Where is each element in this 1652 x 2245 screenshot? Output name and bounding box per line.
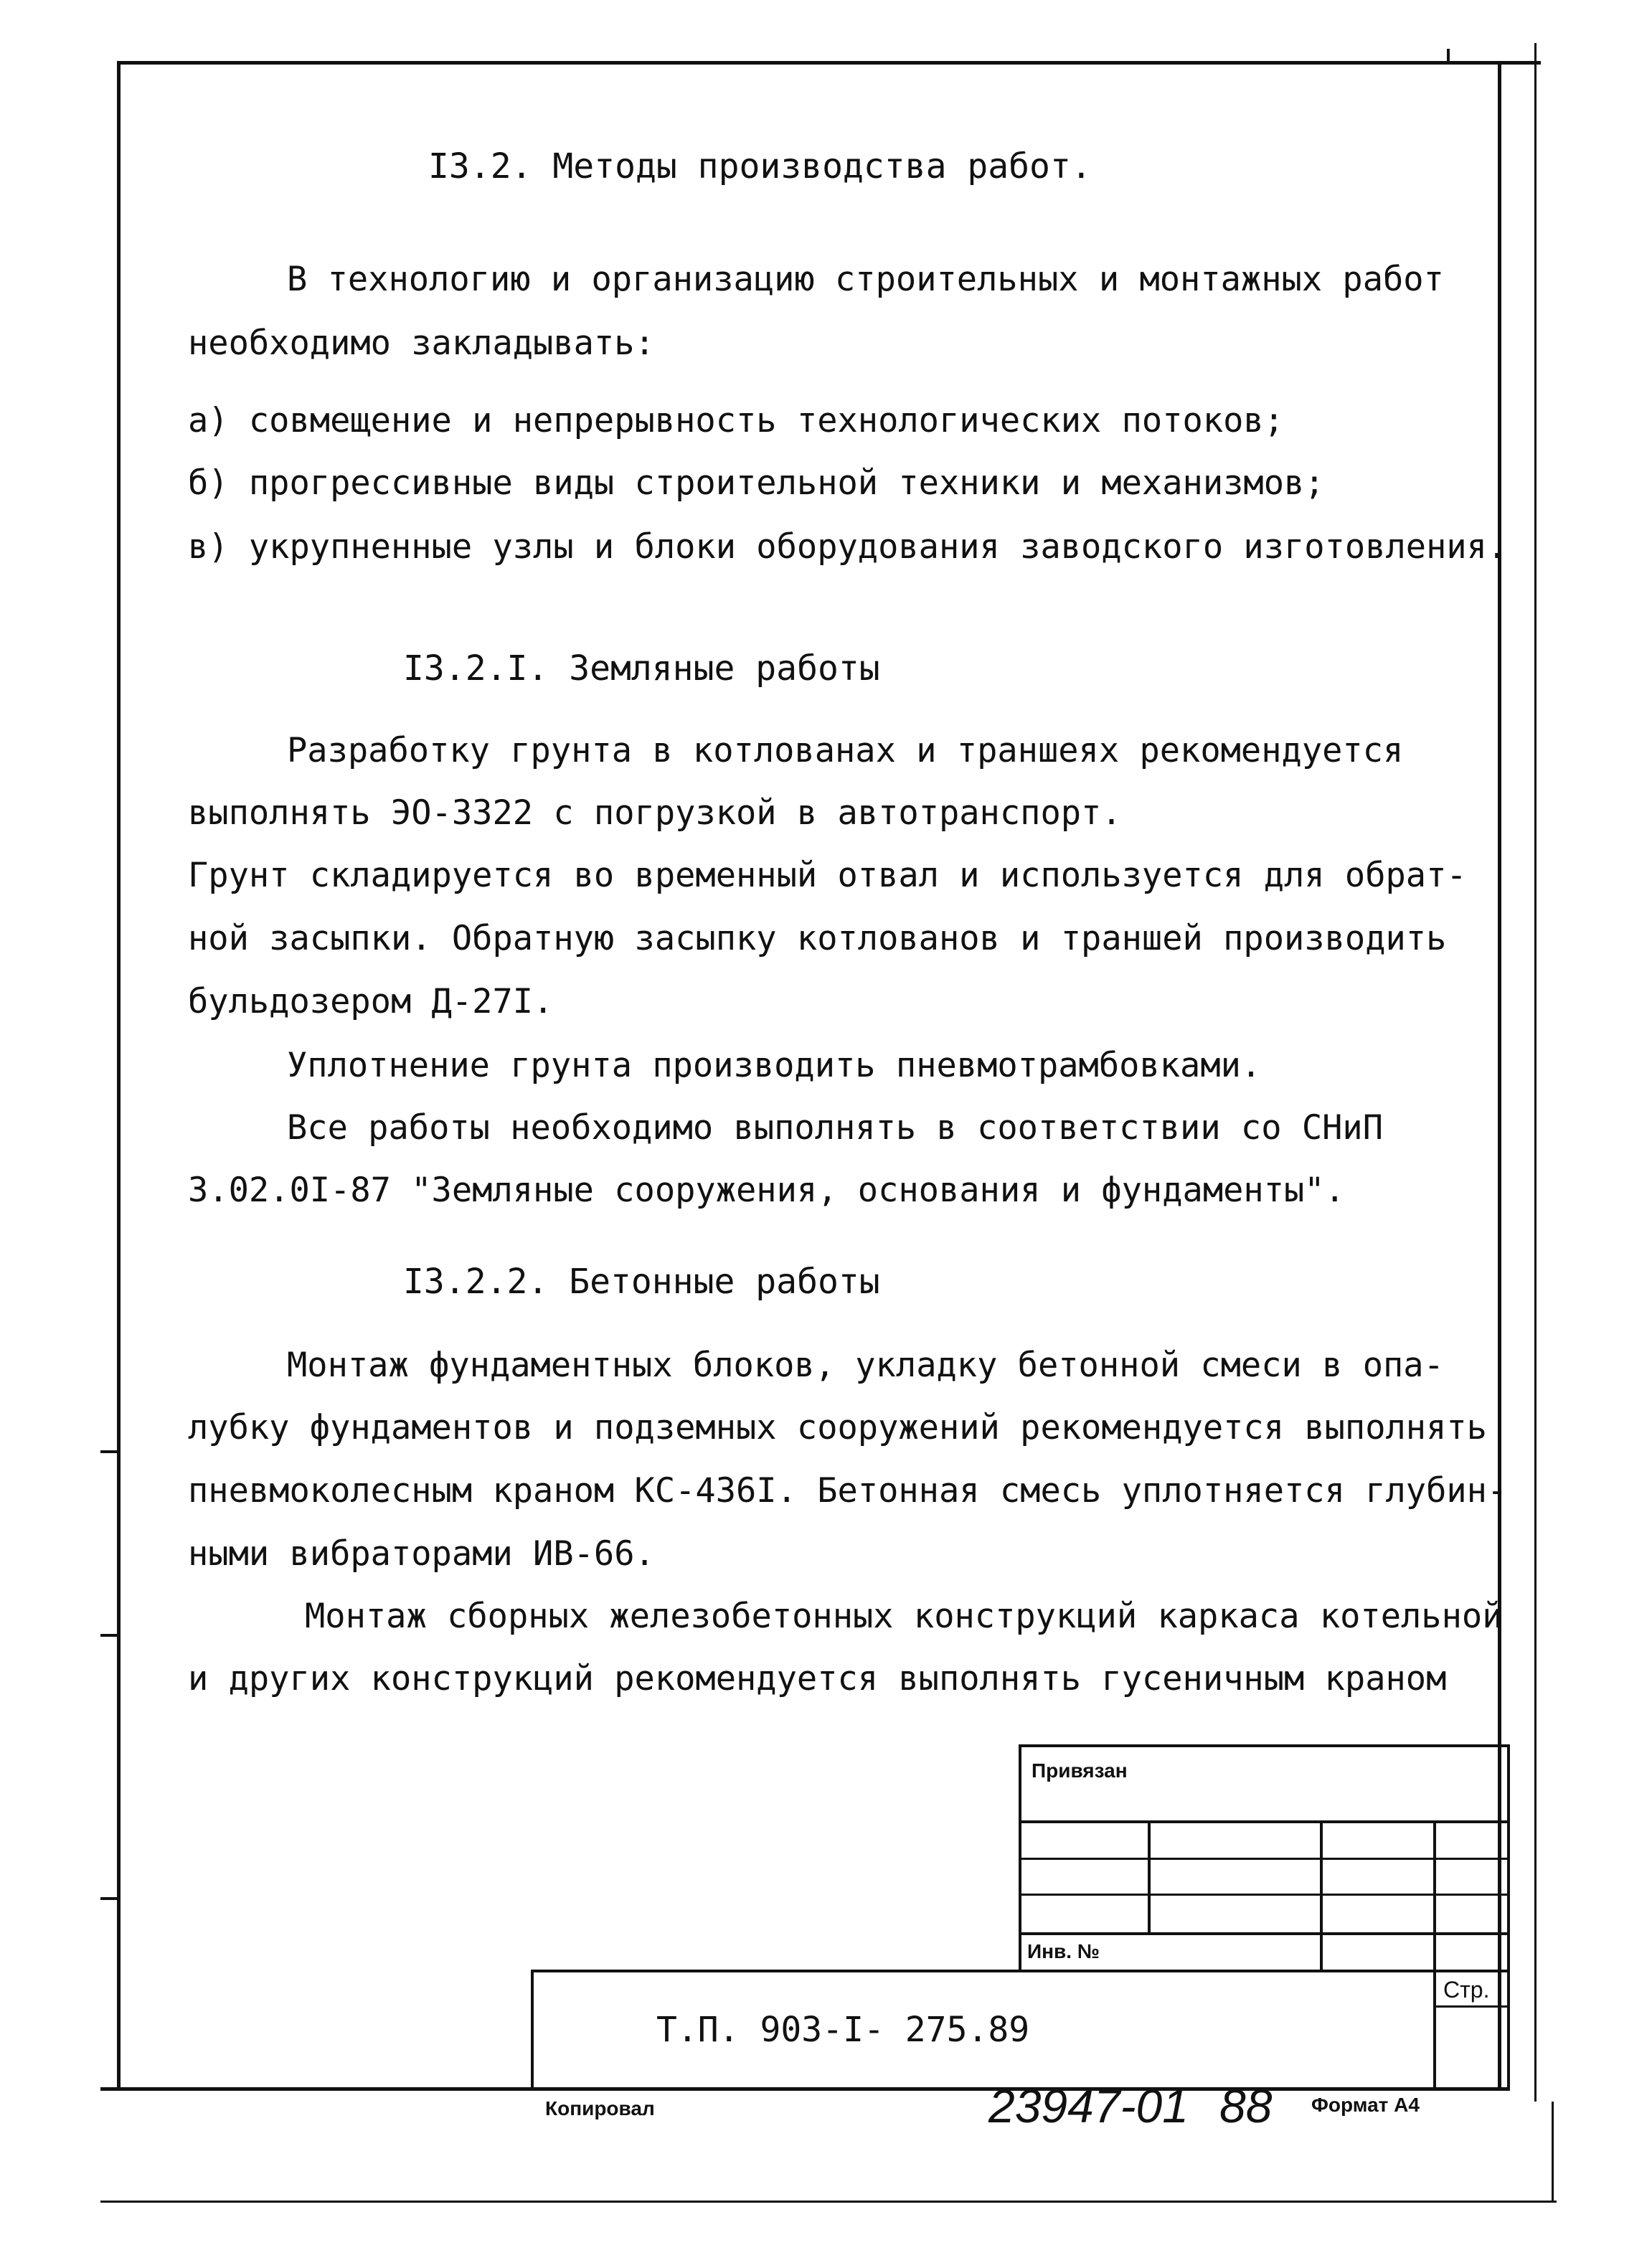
stamp-line bbox=[1019, 1932, 1510, 1935]
copied-label: Копировал bbox=[545, 2097, 655, 2119]
frame-right-outer-line bbox=[1534, 43, 1537, 2102]
frame-top-tick bbox=[1447, 49, 1450, 65]
sheet-edge-right bbox=[1552, 2102, 1554, 2202]
earthworks-line: выполнять ЭО-3322 с погрузкой в автотранспорт. bbox=[188, 793, 1122, 833]
frame-right-border bbox=[1498, 63, 1501, 2090]
concrete-line: лубку фундаментов и подземных сооружений рекомендуется выполнять bbox=[188, 1408, 1487, 1447]
list-item-c: в) укрупненные узлы и блоки оборудования заводского изготовления. bbox=[188, 527, 1508, 567]
frame-top-border bbox=[117, 61, 1541, 65]
frame-left-border bbox=[117, 61, 121, 2091]
list-item-b: б) прогрессивные виды строительной техники и механизмов; bbox=[188, 463, 1325, 503]
concrete-line: и других конструкций рекомендуется выполнять гусеничным краном bbox=[188, 1659, 1447, 1698]
stamp-line bbox=[1019, 1858, 1510, 1860]
earthworks-line: бульдозером Д-27I. bbox=[188, 982, 554, 1021]
stamp-line bbox=[1019, 1744, 1510, 1747]
earthworks-line: 3.02.0I-87 "Земляные сооружения, основания и фундаменты". bbox=[188, 1171, 1345, 1210]
concrete-line: ными вибраторами ИВ-66. bbox=[188, 1534, 655, 1574]
frame-bottom-border bbox=[100, 2087, 1510, 2091]
format-label: Формат А4 bbox=[1311, 2094, 1420, 2116]
stamp-line bbox=[1019, 1820, 1510, 1823]
intro-line-2: необходимо закладывать: bbox=[188, 323, 655, 363]
sheet-edge-bottom bbox=[100, 2201, 1557, 2203]
section-heading: I3.2. Методы производства работ. bbox=[428, 146, 1092, 186]
intro-line-1: В технологию и организацию строительных и монтажных работ bbox=[287, 260, 1444, 299]
concrete-line: Монтаж фундаментных блоков, укладку бетонной смеси в опа- bbox=[287, 1346, 1444, 1385]
stamp-line bbox=[1019, 1894, 1510, 1896]
concrete-heading: I3.2.2. Бетонные работы bbox=[403, 1262, 880, 1302]
concrete-line: пневмоколесным краном КС-436I. Бетонная смесь уплотняется глубин- bbox=[188, 1471, 1508, 1511]
margin-tick bbox=[100, 1897, 121, 1900]
earthworks-line: Все работы необходимо выполнять в соответствии со СНиП bbox=[287, 1108, 1384, 1148]
earthworks-line: ной засыпки. Обратную засыпку котлованов и траншей производить bbox=[188, 919, 1447, 958]
inv-no-label: Инв. № bbox=[1027, 1940, 1100, 1962]
earthworks-line: Уплотнение грунта производить пневмотрамбовками. bbox=[287, 1046, 1262, 1085]
stamp-line bbox=[531, 1970, 1510, 1972]
page-label: Стр. bbox=[1443, 1977, 1490, 2003]
stamp-line bbox=[531, 1970, 534, 2090]
earthworks-line: Грунт складируется во временный отвал и используется для обрат- bbox=[188, 856, 1467, 895]
handwritten-number: 23947-01 bbox=[988, 2079, 1189, 2132]
document-code: Т.П. 903-I- 275.89 bbox=[656, 2010, 1030, 2050]
list-item-a: а) совмещение и непрерывность технологических потоков; bbox=[188, 401, 1285, 440]
privyazan-label: Привязан bbox=[1032, 1759, 1128, 1782]
handwritten-page: 88 bbox=[1219, 2079, 1273, 2132]
margin-tick bbox=[100, 1634, 121, 1637]
stamp-line bbox=[1507, 1744, 1510, 2090]
stamp-line bbox=[1320, 1820, 1323, 1972]
stamp-line bbox=[1148, 1820, 1151, 1934]
stamp-line bbox=[1433, 2005, 1510, 2008]
margin-tick bbox=[100, 1450, 121, 1453]
concrete-line: Монтаж сборных железобетонных конструкций каркаса котельной bbox=[305, 1597, 1503, 1636]
earthworks-heading: I3.2.I. Земляные работы bbox=[403, 648, 880, 689]
earthworks-line: Разработку грунта в котлованах и траншеях рекомендуется bbox=[287, 731, 1404, 770]
stamp-line bbox=[1433, 1820, 1436, 2090]
